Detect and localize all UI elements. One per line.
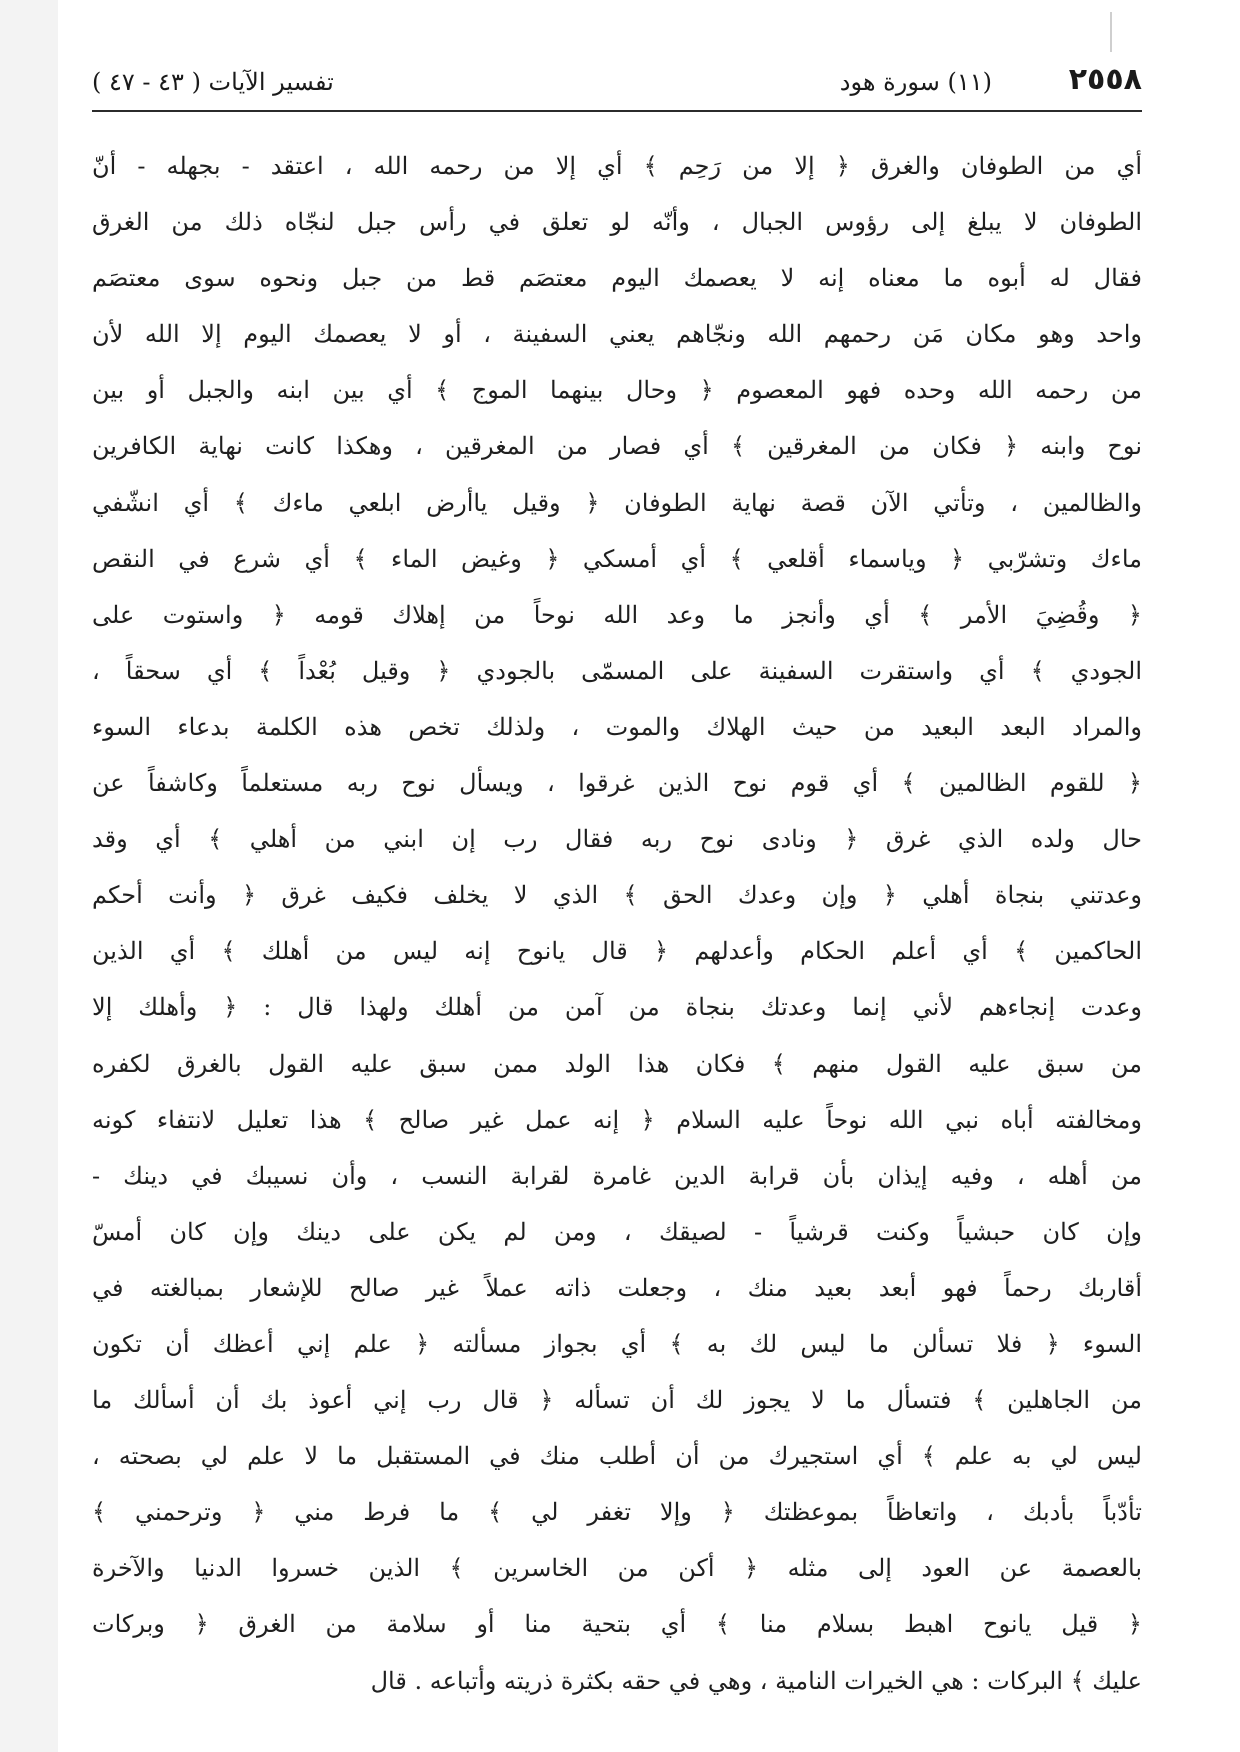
text-line: من سبق عليه القول منهم ﴾ فكان هذا الولد ممن سبق عليه القول بالغرق لكفره xyxy=(92,1049,1142,1078)
text-line: والظالمين ، وتأتي الآن قصة نهاية الطوفان ﴿ وقيل ياأرض ابلعي ماءك ﴾ أي انشّفي xyxy=(92,488,1142,517)
text-line: الجودي ﴾ أي واستقرت السفينة على المسمّى بالجودي ﴿ وقيل بُعْداً ﴾ أي سحقاً ، xyxy=(92,656,1142,685)
text-line: من الجاهلين ﴾ فتسأل ما لا يجوز لك أن تسأله ﴿ قال رب إني أعوذ بك أن أسألك ما xyxy=(92,1386,1142,1415)
text-line: السوء ﴿ فلا تسألن ما ليس لك به ﴾ أي بجواز مسألته ﴿ علم إني أعظك أن تكون xyxy=(92,1329,1142,1358)
text-line: واحد وهو مكان مَن رحمهم الله ونجّاهم يعني السفينة ، أو لا يعصمك اليوم إلا الله لأن xyxy=(92,320,1142,349)
text-line: فقال له أبوه ما معناه إنه لا يعصمك اليوم معتصَم قط من جبل ونحوه سوى معتصَم xyxy=(92,264,1142,293)
text-line: عليك ﴾ البركات : هي الخيرات النامية ، وهي في حقه بكثرة ذريته وأتباعه . قال xyxy=(370,1666,1142,1695)
text-line: ليس لي به علم ﴾ أي استجيرك من أن أطلب منك في المستقبل ما لا علم لي بصحته ، xyxy=(92,1442,1142,1471)
text-line: وعدت إنجاءهم لأني إنما وعدتك بنجاة من آمن من أهلك ولهذا قال : ﴿ وأهلك إلا xyxy=(92,993,1142,1022)
text-line: أقاربك رحماً فهو أبعد بعيد منك ، وجعلت ذاته عملاً غير صالح للإشعار بمبالغته في xyxy=(92,1273,1142,1302)
scan-mark xyxy=(1110,12,1112,52)
text-line: وإن كان حبشياً وكنت قرشياً - لصيقك ، ومن لم يكن على دينك وإن كان أمسّ xyxy=(92,1217,1142,1246)
commentary-text xyxy=(92,138,1142,1709)
text-line: وعدتني بنجاة أهلي ﴿ وإن وعدك الحق ﴾ الذي لا يخلف فكيف غرق ﴿ وأنت أحكم xyxy=(92,881,1142,910)
text-line: تأدّباً بأدبك ، واتعاظاً بموعظتك ﴿ وإلا تغفر لي ﴾ ما فرط مني ﴿ وترحمني ﴾ xyxy=(92,1498,1142,1527)
text-line: ومخالفته أباه نبي الله نوحاً عليه السلام ﴿ إنه عمل غير صالح ﴾ هذا تعليل لانتفاء كونه xyxy=(92,1105,1142,1134)
running-header xyxy=(92,58,1142,112)
text-line: ﴿ وقُضِيَ الأمر ﴾ أي وأنجز ما وعد الله نوحاً من إهلاك قومه ﴿ واستوت على xyxy=(92,600,1142,629)
page-number: ٢٥٥٨ xyxy=(1068,62,1142,97)
text-line: من رحمه الله وحده فهو المعصوم ﴿ وحال بينهما الموج ﴾ أي بين ابنه والجبل أو بين xyxy=(92,376,1142,405)
text-line: نوح وابنه ﴿ فكان من المغرقين ﴾ أي فصار من المغرقين ، وهكذا كانت نهاية الكافرين xyxy=(92,432,1142,461)
section-label: تفسير الآيات ( ٤٣ - ٤٧ ) xyxy=(92,68,334,96)
text-line: ماءك وتشرّبي ﴿ وياسماء أقلعي ﴾ أي أمسكي ﴿ وغيض الماء ﴾ أي شرع في النقص xyxy=(92,544,1142,573)
text-line: أي من الطوفان والغرق ﴿ إلا من رَحِم ﴾ أي إلا من رحمه الله ، اعتقد - بجهله - أنّ xyxy=(92,152,1142,180)
surah-label: (١١) سورة هود xyxy=(839,68,992,96)
scan-edge-shadow xyxy=(0,0,58,1752)
text-line: بالعصمة عن العود إلى مثله ﴿ أكن من الخاسرين ﴾ الذين خسروا الدنيا والآخرة xyxy=(92,1554,1142,1583)
text-line: حال ولده الذي غرق ﴿ ونادى نوح ربه فقال رب إن ابني من أهلي ﴾ أي وقد xyxy=(92,825,1142,854)
text-line: والمراد البعد البعيد من حيث الهلاك والموت ، ولذلك تخص هذه الكلمة بدعاء السوء xyxy=(92,712,1142,741)
text-line: الطوفان لا يبلغ إلى رؤوس الجبال ، وأنّه لو تعلق في رأس جبل لنجّاه ذلك من الغرق xyxy=(92,208,1142,237)
text-line: من أهله ، وفيه إيذان بأن قرابة الدين غامرة لقرابة النسب ، وأن نسيبك في دينك - xyxy=(92,1161,1142,1190)
text-line: الحاكمين ﴾ أي أعلم الحكام وأعدلهم ﴿ قال يانوح إنه ليس من أهلك ﴾ أي الذين xyxy=(92,937,1142,966)
text-line: ﴿ قيل يانوح اهبط بسلام منا ﴾ أي بتحية منا أو سلامة من الغرق ﴿ وبركات xyxy=(92,1610,1142,1639)
text-line: ﴿ للقوم الظالمين ﴾ أي قوم نوح الذين غرقوا ، ويسأل نوح ربه مستعلماً وكاشفاً عن xyxy=(92,769,1142,798)
